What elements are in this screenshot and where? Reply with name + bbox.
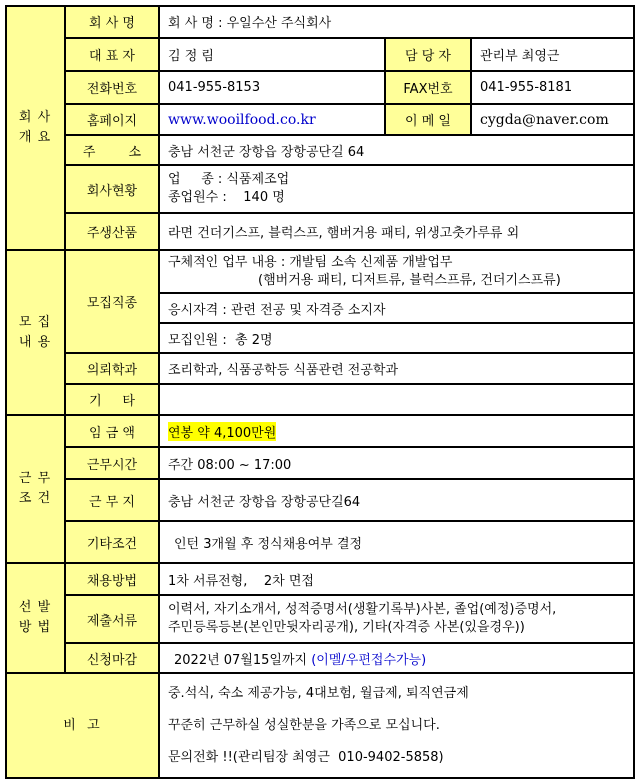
ceo-value: 김 정 림 [159, 38, 385, 71]
job-line-items: (햄버거용 패티, 디저트류, 블럭스프류, 건더기스프류) [258, 272, 561, 288]
method-label: 채용방법 [65, 563, 159, 595]
job-description [159, 250, 635, 293]
manager-value: 관리부 최영근 [471, 38, 635, 71]
products-label: 주생산품 [65, 213, 159, 250]
major-value: 조리학과, 식품공학등 식품관련 전공학과 [159, 353, 635, 384]
status-label: 회사현황 [65, 165, 159, 213]
qualification-value: 응시자격 : 관련 전공 및 자격증 소지자 [159, 293, 635, 323]
section-recruit [5, 250, 65, 415]
docs-label: 제출서류 [65, 595, 159, 643]
fax-value: 041-955-8181 [471, 71, 635, 104]
salary-label: 임 금 액 [65, 415, 159, 447]
deadline-cell [159, 643, 635, 673]
major-label: 의뢰학과 [65, 353, 159, 384]
homepage-cell [159, 104, 385, 135]
status-value [159, 165, 635, 213]
etc-label: 기 타 [65, 384, 159, 415]
address-value: 충남 서천군 장항읍 장항공단길 64 [159, 135, 635, 165]
status-line-employees: 종업원수 : 140 명 [168, 190, 285, 205]
hours-label: 근무시간 [65, 447, 159, 479]
products-value: 라면 건더기스프, 블럭스프, 햄버거용 패티, 위생고춧가루류 외 [159, 213, 635, 250]
phone-label: 전화번호 [65, 71, 159, 104]
location-value: 충남 서천군 장항읍 장항공단길64 [159, 479, 635, 521]
remarks-value [159, 673, 635, 779]
ceo-label: 대 표 자 [65, 38, 159, 71]
section-conditions-label: 근 무 조 건 [18, 471, 52, 506]
section-recruit-label: 모 집 내 용 [18, 314, 52, 350]
section-company-label: 회 사 개 요 [18, 109, 52, 145]
job-posting-table [5, 5, 635, 779]
hours-value: 주간 08:00 ~ 17:00 [159, 447, 635, 479]
deadline-value: 2022년 07월15일까지 [174, 652, 308, 668]
etc-value [159, 384, 635, 415]
homepage-label: 홈페이지 [65, 104, 159, 135]
section-remarks-label: 비 고 [63, 718, 101, 733]
location-label: 근 무 지 [65, 479, 159, 521]
docs-line-2: 주민등록등본(본인만뒷자리공개), 기타(자격증 사본(있을경우)) [168, 620, 525, 635]
email-label: 이 메 일 [385, 104, 471, 135]
remarks-line-message: 꾸준히 근무하실 성실한분을 가족으로 모십니다. [168, 718, 440, 733]
method-value: 1차 서류전형, 2차 면접 [159, 563, 635, 595]
company-name-value: 회 사 명 : 우일수산 주식회사 [159, 5, 635, 38]
section-selection [5, 563, 65, 673]
other-conditions-label: 기타조건 [65, 521, 159, 563]
salary-value: 연봉 약 4,100만원 [168, 422, 276, 441]
docs-line-1: 이력서, 자기소개서, 성적증명서(생활기록부)사본, 졸업(예정)증명서, [168, 602, 557, 617]
email-value: cygda@naver.com [480, 111, 609, 128]
remarks-line-benefits: 중.석식, 숙소 제공가능, 4대보험, 월급제, 퇴직연금제 [168, 686, 469, 701]
section-selection-label: 선 발 방 법 [18, 600, 52, 635]
company-name-label: 회 사 명 [65, 5, 159, 38]
section-remarks [5, 673, 159, 779]
headcount-value: 모집인원 : 총 2명 [159, 323, 635, 353]
other-conditions-value: 인턴 3개월 후 정식채용여부 결정 [159, 521, 635, 563]
job-line-main: 구체적인 업무 내용 : 개발팀 소속 신제품 개발업무 [168, 254, 453, 270]
fax-label: FAX번호 [385, 71, 471, 104]
status-line-industry: 업 종 : 식품제조업 [168, 172, 290, 187]
remarks-line-contact: 문의전화 !!(관리팀장 최영근 010-9402-5858) [168, 750, 444, 765]
homepage-link[interactable]: www.wooilfood.co.kr [168, 111, 316, 128]
docs-value [159, 595, 635, 643]
manager-label: 담 당 자 [385, 38, 471, 71]
salary-cell [159, 415, 635, 447]
email-cell [471, 104, 635, 135]
deadline-note: (이멜/우편접수가능) [311, 652, 427, 668]
deadline-label: 신청마감 [65, 643, 159, 673]
section-company [5, 5, 65, 250]
phone-value: 041-955-8153 [159, 71, 385, 104]
section-conditions [5, 415, 65, 563]
address-label: 주 소 [65, 135, 159, 165]
job-label: 모집직종 [65, 250, 159, 353]
